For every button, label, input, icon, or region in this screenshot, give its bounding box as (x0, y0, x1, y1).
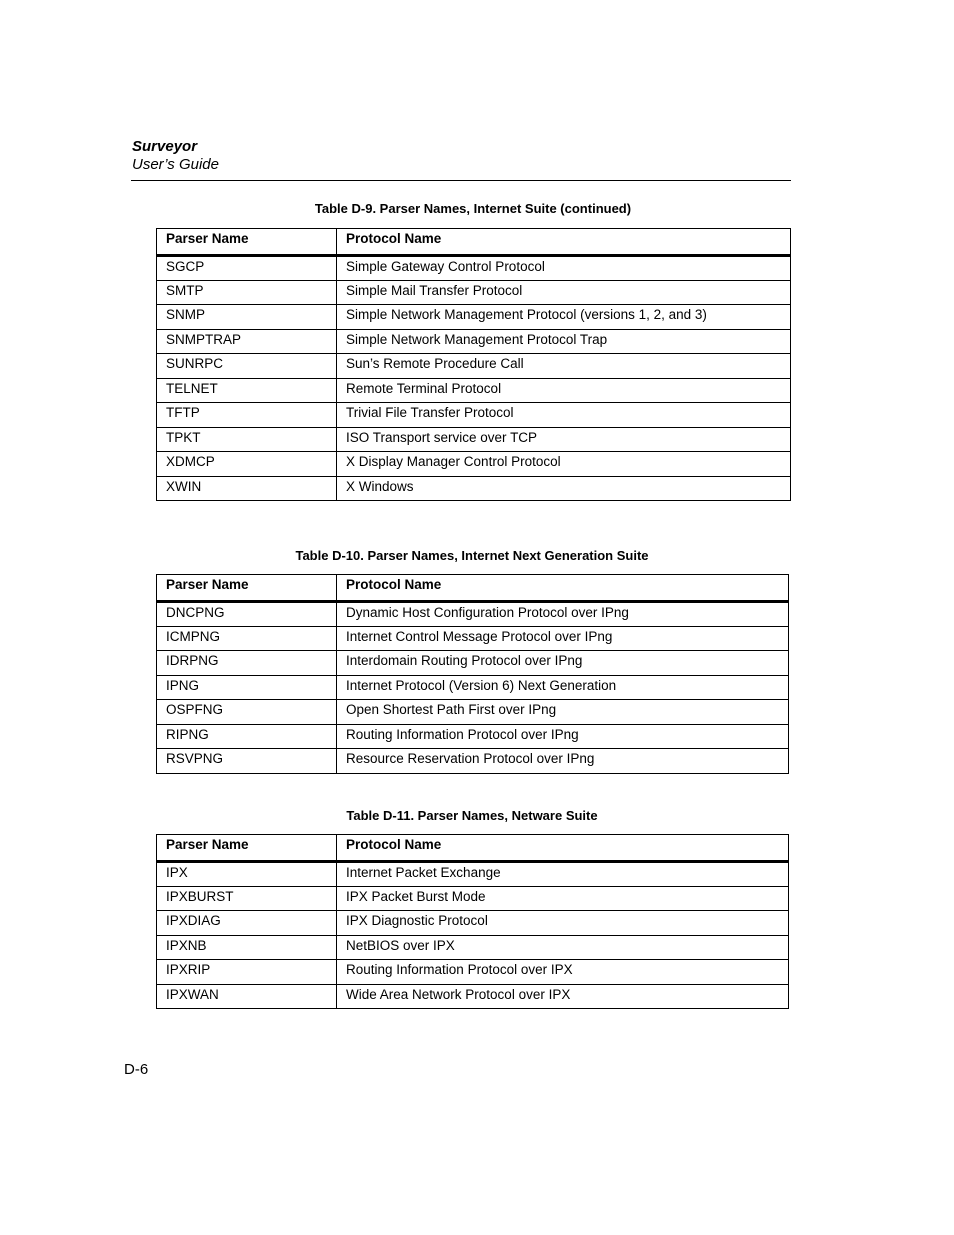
product-title: Surveyor (132, 138, 198, 155)
table-row (157, 305, 791, 330)
running-header (132, 138, 791, 174)
parser-name-cell: OSPFNG (157, 700, 337, 725)
protocol-name-cell: IPX Diagnostic Protocol (337, 911, 789, 936)
parser-name-cell: SNMPTRAP (157, 329, 337, 354)
table-row (157, 452, 791, 477)
table-row (157, 602, 789, 627)
table-row (157, 403, 791, 428)
parser-name-cell: SNMP (157, 305, 337, 330)
table-caption: Table D-11. Parser Names, Netware Suite (346, 808, 598, 823)
parser-name-cell: TPKT (157, 427, 337, 452)
parser-name-cell: SUNRPC (157, 354, 337, 379)
protocol-name-cell: Simple Network Management Protocol Trap (337, 329, 791, 354)
parser-name-cell: IPNG (157, 675, 337, 700)
parser-name-cell: TFTP (157, 403, 337, 428)
table-row (157, 280, 791, 305)
parser-name-cell: TELNET (157, 378, 337, 403)
table-row (157, 960, 789, 985)
parser-name-cell: XWIN (157, 476, 337, 501)
protocol-name-cell: Routing Information Protocol over IPX (337, 960, 789, 985)
table-caption: Table D-10. Parser Names, Internet Next Generation Suite (295, 548, 649, 563)
protocol-name-cell: Resource Reservation Protocol over IPng (337, 749, 789, 774)
parser-name-cell: SGCP (157, 256, 337, 281)
table-row (157, 749, 789, 774)
table-row (157, 886, 789, 911)
parser-name-cell: IPXRIP (157, 960, 337, 985)
protocol-name-cell: X Windows (337, 476, 791, 501)
table-row (157, 256, 791, 281)
header-rule (131, 180, 791, 181)
protocol-name-cell: NetBIOS over IPX (337, 935, 789, 960)
protocol-name-cell: IPX Packet Burst Mode (337, 886, 789, 911)
parser-name-cell: IPX (157, 862, 337, 887)
parser-name-cell: XDMCP (157, 452, 337, 477)
protocol-name-cell: Interdomain Routing Protocol over IPng (337, 651, 789, 676)
column-header-protocol-name: Protocol Name (337, 835, 789, 862)
parser-name-cell: IDRPNG (157, 651, 337, 676)
table-row (157, 329, 791, 354)
table-row (157, 700, 789, 725)
table-row (157, 724, 789, 749)
parser-name-cell: DNCPNG (157, 602, 337, 627)
column-header-protocol-name: Protocol Name (337, 575, 789, 602)
table-row (157, 651, 789, 676)
protocol-name-cell: Internet Protocol (Version 6) Next Generation (337, 675, 789, 700)
table-row (157, 354, 791, 379)
parser-name-cell: ICMPNG (157, 626, 337, 651)
protocol-name-cell: Sun’s Remote Procedure Call (337, 354, 791, 379)
protocol-name-cell: Simple Mail Transfer Protocol (337, 280, 791, 305)
table-row (157, 911, 789, 936)
table-row (157, 984, 789, 1009)
protocol-name-cell: Internet Packet Exchange (337, 862, 789, 887)
protocol-name-cell: Open Shortest Path First over IPng (337, 700, 789, 725)
parser-table-internet-next-generation-suite (156, 574, 789, 774)
column-header-parser-name: Parser Name (157, 835, 337, 862)
protocol-name-cell: Routing Information Protocol over IPng (337, 724, 789, 749)
table-row (157, 427, 791, 452)
table-row (157, 862, 789, 887)
table-row (157, 935, 789, 960)
protocol-name-cell: Simple Gateway Control Protocol (337, 256, 791, 281)
protocol-name-cell: ISO Transport service over TCP (337, 427, 791, 452)
parser-name-cell: IPXBURST (157, 886, 337, 911)
table-header-row (157, 229, 791, 256)
parser-name-cell: RIPNG (157, 724, 337, 749)
guide-title: User’s Guide (132, 156, 219, 173)
table-caption: Table D-9. Parser Names, Internet Suite (continued) (314, 201, 632, 216)
protocol-name-cell: Wide Area Network Protocol over IPX (337, 984, 789, 1009)
protocol-name-cell: Simple Network Management Protocol (versions 1, 2, and 3) (337, 305, 791, 330)
protocol-name-cell: Dynamic Host Configuration Protocol over IPng (337, 602, 789, 627)
parser-name-cell: RSVPNG (157, 749, 337, 774)
protocol-name-cell: Remote Terminal Protocol (337, 378, 791, 403)
column-header-parser-name: Parser Name (157, 575, 337, 602)
column-header-protocol-name: Protocol Name (337, 229, 791, 256)
table-header-row (157, 575, 789, 602)
parser-table-internet-suite (156, 228, 791, 501)
column-header-parser-name: Parser Name (157, 229, 337, 256)
parser-name-cell: IPXWAN (157, 984, 337, 1009)
parser-name-cell: SMTP (157, 280, 337, 305)
table-row (157, 476, 791, 501)
protocol-name-cell: Internet Control Message Protocol over IPng (337, 626, 789, 651)
table-row (157, 675, 789, 700)
parser-table-netware-suite (156, 834, 789, 1009)
page-number: D-6 (124, 1061, 149, 1078)
protocol-name-cell: Trivial File Transfer Protocol (337, 403, 791, 428)
parser-name-cell: IPXDIAG (157, 911, 337, 936)
table-row (157, 626, 789, 651)
table-row (157, 378, 791, 403)
parser-name-cell: IPXNB (157, 935, 337, 960)
protocol-name-cell: X Display Manager Control Protocol (337, 452, 791, 477)
table-header-row (157, 835, 789, 862)
